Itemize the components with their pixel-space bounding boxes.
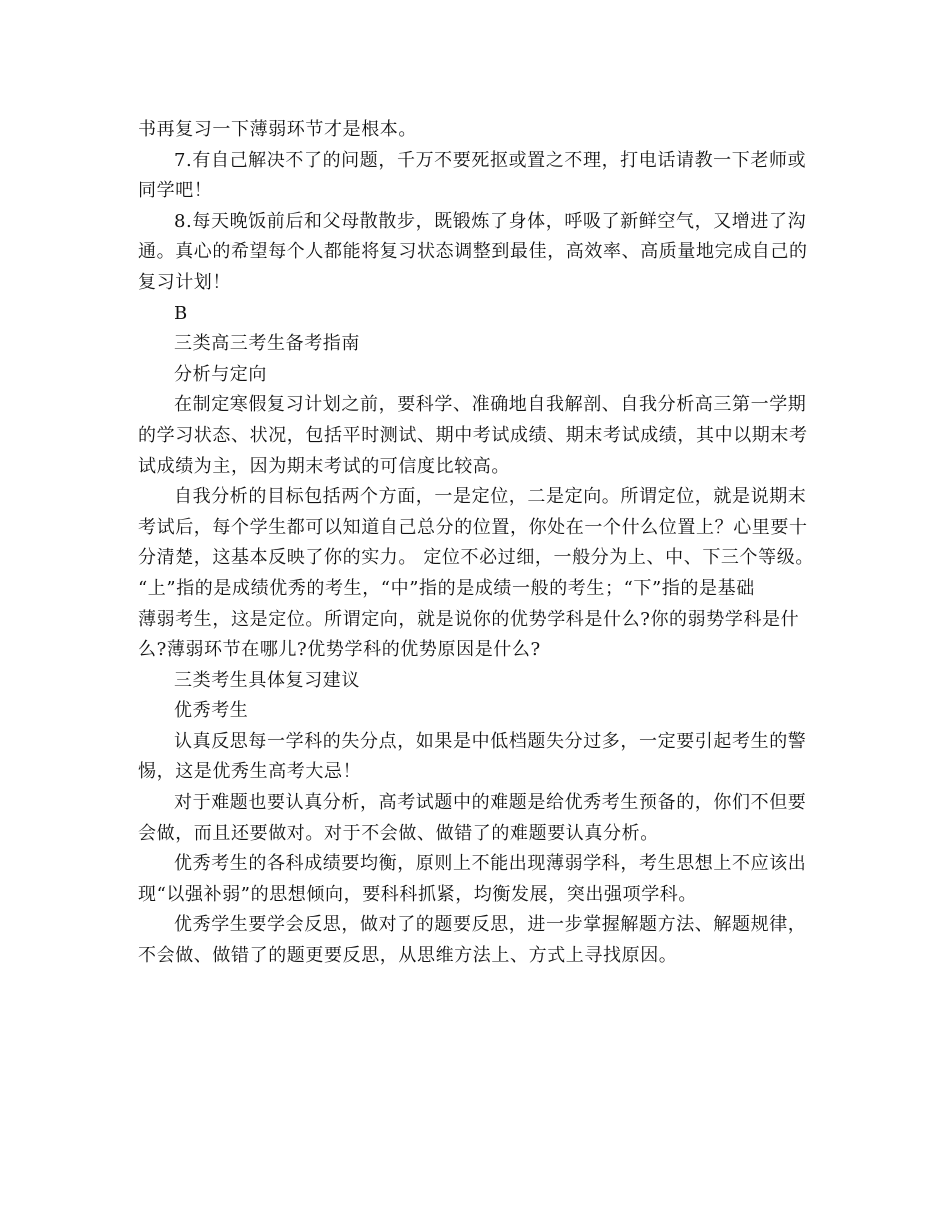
text-line: 8.每天晚饭前后和父母散散步，既锻炼了身体，呼吸了新鲜空气，又增进了沟 [174, 210, 807, 232]
text-line: 不会做、做错了的题更要反思，从思维方法上、方式上寻找原因。 [138, 945, 678, 967]
text-line: 优秀学生要学会反思，做对了的题要反思，进一步掌握解题方法、解题规律， [174, 914, 807, 936]
text-line: “上”指的是成绩优秀的考生，“中”指的是成绩一般的考生；“下”指的是基础 [138, 577, 755, 599]
text-line: 试成绩为主，因为期末考试的可信度比较高。 [138, 455, 510, 477]
text-line: B [174, 302, 188, 324]
text-line: 三类考生具体复习建议 [174, 669, 360, 691]
text-line: 7.有自己解决不了的问题，千万不要死抠或置之不理，打电话请教一下老师或 [174, 149, 807, 171]
text-line: 分清楚，这基本反映了你的实力。 定位不必过细，一般分为上、中、下三个等级。 [138, 547, 814, 569]
text-line: 会做，而且还要做对。对于不会做、做错了的难题要认真分析。 [138, 822, 659, 844]
text-line: 复习计划！ [138, 271, 231, 293]
text-line: 三类高三考生备考指南 [174, 333, 360, 355]
text-line: 的学习状态、状况，包括平时测试、期中考试成绩、期末考试成绩，其中以期末考 [138, 424, 808, 446]
text-line: 分析与定向 [174, 363, 267, 385]
text-line: 现“以强补弱”的思想倾向，要科科抓紧，均衡发展，突出强项学科。 [138, 883, 698, 905]
document-body [138, 115, 818, 972]
text-line: 薄弱考生，这是定位。所谓定向，就是说你的优势学科是什么?你的弱势学科是什 [138, 608, 800, 630]
text-line: 对于难题也要认真分析，高考试题中的难题是给优秀考生预备的，你们不但要 [174, 792, 807, 814]
text-line: 自我分析的目标包括两个方面，一是定位，二是定向。所谓定位，就是说期末 [174, 486, 807, 508]
text-line: 通。真心的希望每个人都能将复习状态调整到最佳，高效率、高质量地完成自己的 [138, 241, 808, 263]
text-line: 么?薄弱环节在哪儿?优势学科的优势原因是什么? [138, 639, 541, 661]
text-line: 优秀考生 [174, 700, 249, 722]
text-line: 在制定寒假复习计划之前，要科学、准确地自我解剖、自我分析高三第一学期 [174, 394, 807, 416]
text-line: 考试后，每个学生都可以知道自己总分的位置，你处在一个什么位置上？心里要十 [138, 516, 808, 538]
text-line: 认真反思每一学科的失分点，如果是中低档题失分过多，一定要引起考生的警 [174, 730, 807, 752]
text-line: 同学吧！ [138, 180, 213, 202]
text-line: 书再复习一下薄弱环节才是根本。 [138, 119, 417, 140]
text-line: 惕，这是优秀生高考大忌！ [138, 761, 362, 783]
text-line: 优秀考生的各科成绩要均衡，原则上不能出现薄弱学科，考生思想上不应该出 [174, 853, 807, 875]
